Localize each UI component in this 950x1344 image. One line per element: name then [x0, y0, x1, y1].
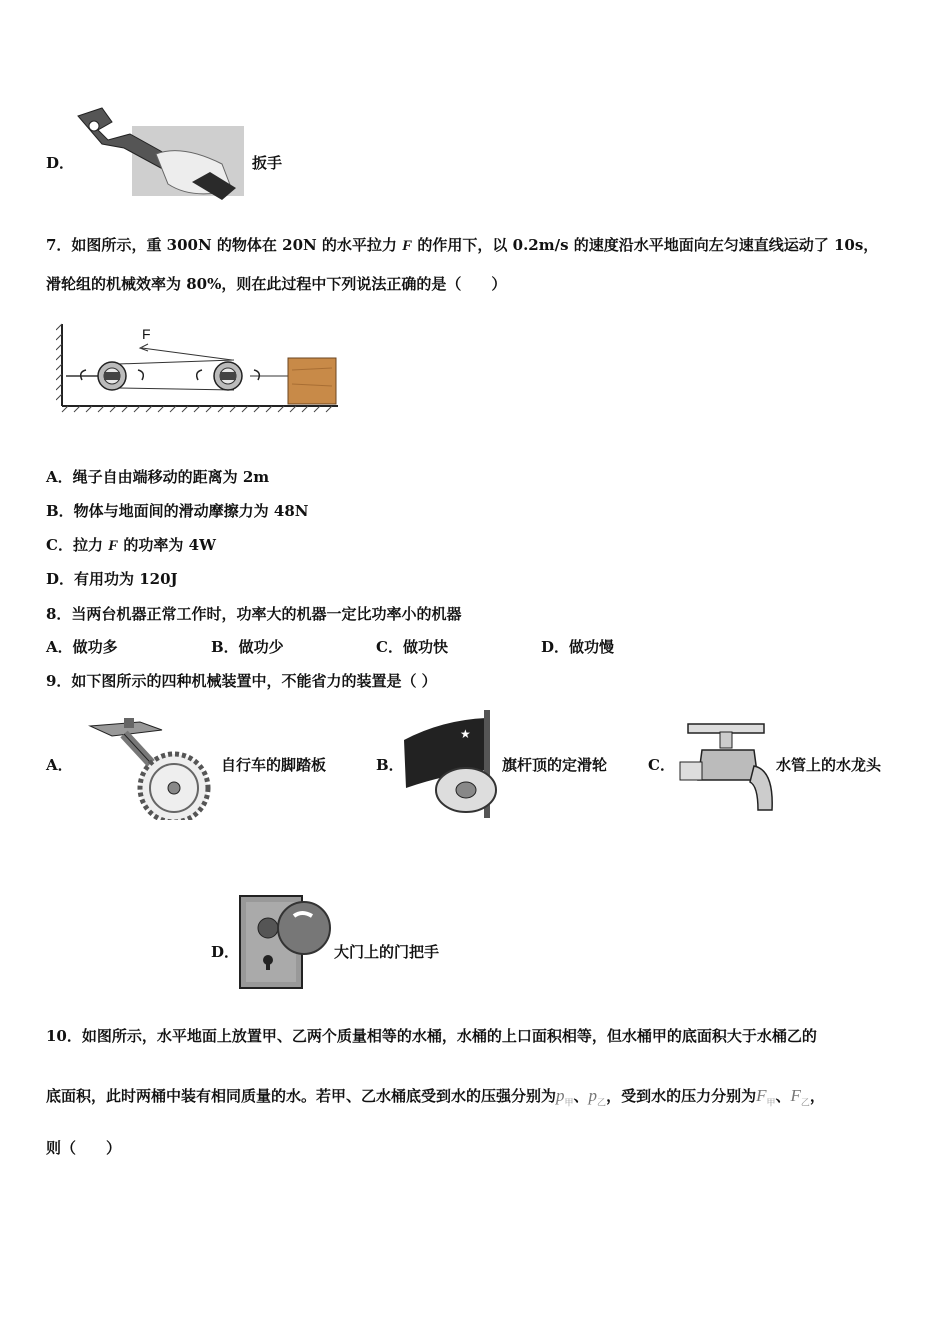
- q7-option-a[interactable]: A．绳子自由端移动的距离为 2m: [46, 468, 270, 486]
- q10-stem-line2: 底面积，此时两桶中装有相同质量的水。若甲、乙水桶底受到水的压强分别为$p_甲$、$p_乙$，受到水的压力分别为$F_甲$、$F_乙$，: [46, 1086, 825, 1108]
- q9-stem: 9．如下图所示的四种机械装置中，不能省力的装置是（ ）: [46, 672, 437, 690]
- q6-option-d-letter: D．: [46, 154, 75, 172]
- q8-option-c[interactable]: C．做功快: [376, 638, 448, 656]
- q9-option-c-letter[interactable]: C．: [648, 756, 675, 774]
- q9-option-a-letter[interactable]: A．: [46, 756, 73, 774]
- q8-option-b[interactable]: B．做功少: [211, 638, 284, 656]
- door-handle-picture: [238, 894, 334, 990]
- q8-stem: 8．当两台机器正常工作时，功率大的机器一定比功率小的机器: [46, 605, 462, 623]
- flagpole-pulley-picture: [402, 710, 502, 818]
- pressure-symbol-yi: $p_乙$: [588, 1086, 607, 1108]
- q9-option-b-text: 旗杆顶的定滑轮: [502, 756, 608, 774]
- q8-option-d[interactable]: D．做功慢: [541, 638, 615, 656]
- q7-stem-line2: 滑轮组的机械效率为 80%，则在此过程中下列说法正确的是（ ）: [46, 275, 507, 293]
- force-symbol-yi: $F_乙$: [790, 1086, 810, 1108]
- q9-option-b-letter[interactable]: B．: [376, 756, 404, 774]
- q7-option-d[interactable]: D．有用功为 120J: [46, 570, 178, 588]
- q7-option-c[interactable]: C．拉力 F 的功率为 4W: [46, 536, 216, 554]
- force-symbol-jia: $F_甲$: [756, 1086, 776, 1108]
- water-tap-picture: [676, 716, 776, 816]
- pressure-symbol-jia: $p_甲$: [556, 1086, 574, 1108]
- q8-option-a[interactable]: A．做功多: [46, 638, 118, 656]
- q9-option-c-text: 水管上的水龙头: [776, 756, 882, 774]
- wrench-picture: [72, 104, 244, 204]
- q10-stem-line1: 10．如图所示，水平地面上放置甲、乙两个质量相等的水桶，水桶的上口面积相等，但水桶甲的底面积大于水桶乙的: [46, 1027, 817, 1045]
- svg-text:★: ★: [460, 727, 471, 741]
- q9-option-a-text: 自行车的脚踏板: [221, 756, 327, 774]
- q7-stem-line1: 7．如图所示，重 300N 的物体在 20N 的水平拉力 F 的作用下，以 0.2m/s 的速度沿水平地面向左匀速直线运动了 10s，: [46, 236, 879, 254]
- q6-option-d-text: 扳手: [252, 154, 283, 172]
- bicycle-pedal-picture: [86, 710, 216, 820]
- force-label: F: [142, 326, 151, 342]
- q10-stem-line3: 则（ ）: [46, 1139, 122, 1157]
- q9-option-d-letter[interactable]: D．: [211, 943, 240, 961]
- q7-option-b[interactable]: B．物体与地面间的滑动摩擦力为 48N: [46, 502, 309, 520]
- pulley-system-figure: [56, 320, 346, 416]
- q9-option-d-text: 大门上的门把手: [334, 943, 440, 961]
